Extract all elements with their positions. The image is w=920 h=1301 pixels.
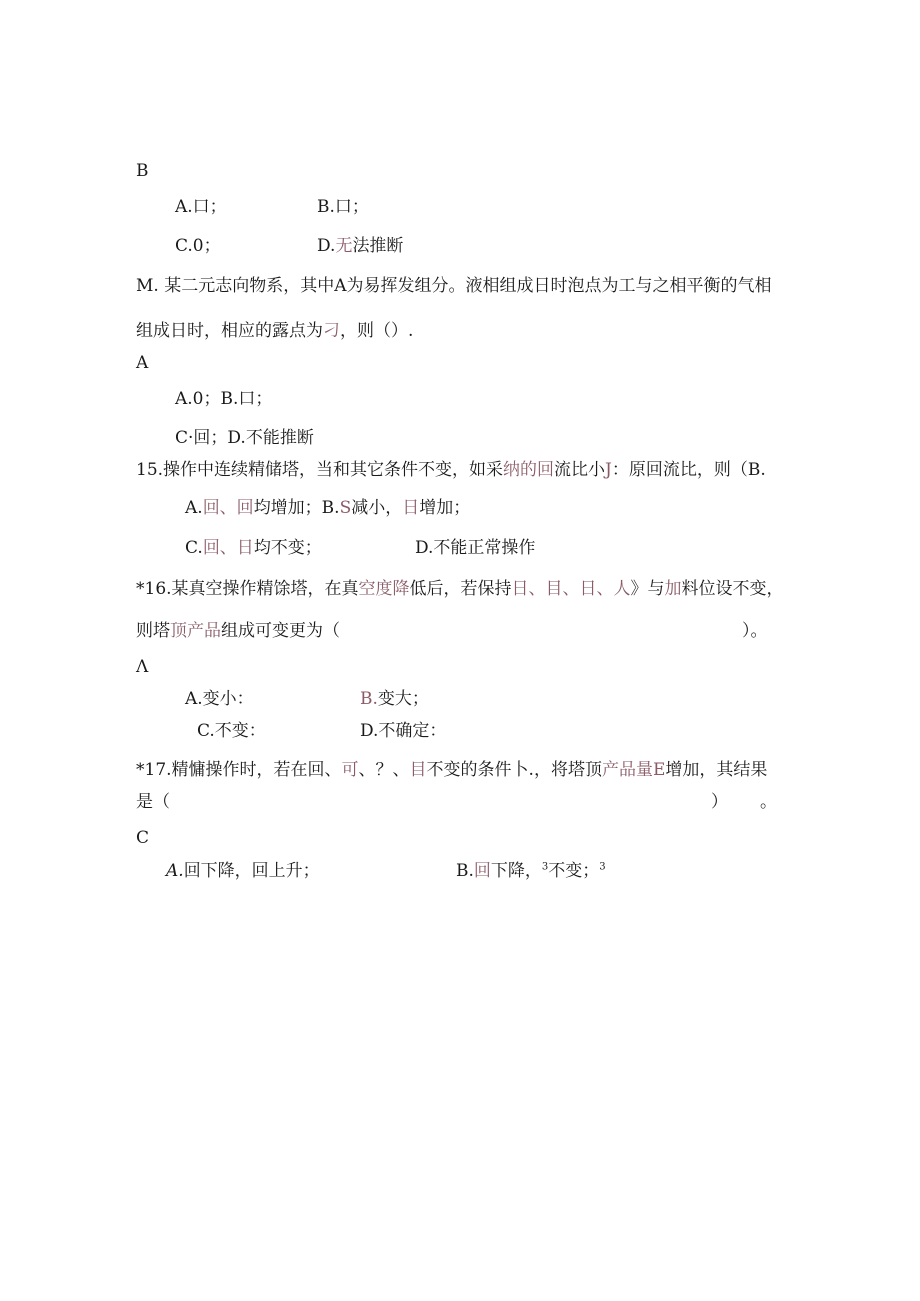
option-13-d-rest: 法推断 [352, 236, 404, 256]
question-17-line-1-b: 、？、 [358, 760, 410, 780]
question-16-line-2-a: 则塔 [136, 621, 170, 641]
option-17-b [456, 860, 606, 882]
question-16-line-1-d: 料位设不变， [681, 579, 784, 599]
option-15-c-end: 均不变； [253, 538, 322, 558]
option-15-a-highlight: 回、回 [202, 498, 254, 518]
question-16-line-1-b: 低后，若保持 [409, 579, 512, 599]
question-15-stem-b: 流比小 [554, 460, 606, 480]
question-17-line-1-d: 增加，其结果 [665, 760, 768, 780]
option-13-d-highlight: 无 [335, 236, 353, 256]
question-17-line-2: 是（ [136, 792, 170, 812]
question-16-line-1 [136, 578, 784, 600]
option-14-cd: C·回；D.不能推断 [175, 428, 314, 448]
question-16-line-2 [136, 620, 340, 642]
option-16-d: D.不确定： [360, 721, 447, 741]
question-15-stem-highlight-2: J [605, 460, 612, 480]
option-16-c: C.不变： [197, 721, 266, 741]
question-17-line-2-end: 。 [760, 792, 777, 812]
answer-17: C [136, 828, 150, 848]
question-16-line-2-highlight: 顶产品 [170, 621, 221, 641]
question-17-line-1-highlight: 可 [341, 760, 359, 780]
question-15-stem [136, 459, 766, 481]
option-17-b-end: 不变； [548, 861, 600, 881]
option-15-c [185, 537, 322, 559]
option-17-a-text: 回下降，回上升； [183, 861, 320, 881]
option-15-c-prefix: C. [185, 538, 203, 558]
question-14-line-2-b: ，则（）. [340, 321, 414, 341]
question-14-line-1: M. 某二元志向物系，其中A为易挥发组分。液相组成日时泡点为工与之相平衡的气相 [136, 276, 772, 296]
question-16-line-2-b: 组成可变更为（ [221, 621, 340, 641]
option-13-d-prefix: D. [317, 236, 336, 256]
option-13-c: C.0； [175, 236, 221, 256]
option-15-b-mid: 减小， [351, 498, 403, 518]
option-15-d: D.不能正常操作 [415, 538, 536, 558]
option-16-b-prefix: B. [360, 689, 378, 709]
answer-13: B [136, 161, 149, 181]
option-17-b-mid: 下降， [490, 861, 542, 881]
option-17-a [166, 860, 320, 882]
question-16-line-1-c: 》与 [630, 579, 665, 599]
option-16-b-text: 变大； [377, 689, 429, 709]
option-15-b-highlight-2: 日 [402, 498, 420, 518]
option-15-a-prefix: A. [185, 498, 203, 518]
option-15-b-highlight: S [339, 498, 352, 518]
question-14-line-2-a: 组成日时，相应的露点为 [136, 321, 323, 341]
option-17-b-prefix: B. [456, 861, 474, 881]
question-17-line-1 [136, 759, 767, 781]
question-16-line-1-a: *16.某真空操作精馀塔，在真 [136, 579, 359, 599]
option-17-b-highlight: 回 [473, 861, 491, 881]
question-14-line-2 [136, 320, 413, 342]
option-16-a: A.变小： [185, 689, 254, 709]
question-15-stem-c: ：原回流比，则（B. [611, 460, 766, 480]
option-13-b: B.口； [317, 197, 369, 217]
question-15-stem-highlight: 纳的回 [503, 460, 555, 480]
option-17-b-sup-2: 3 [599, 861, 606, 873]
question-15-stem-a: 15.操作中连续精储塔，当和其它条件不变，如采 [136, 460, 504, 480]
question-16-line-1-highlight-3: 加 [664, 579, 682, 599]
question-16-line-1-highlight-2: 日、目、日、人 [511, 579, 631, 599]
option-14-ab: A.0；B.口； [175, 389, 273, 409]
answer-14: A [136, 353, 149, 373]
option-15-b-end: 增加； [419, 498, 471, 518]
option-13-a: A.口； [175, 197, 227, 217]
question-17-line-1-highlight-3: 产品量E [601, 760, 666, 780]
option-13-d [317, 235, 403, 257]
answer-16: Λ [136, 657, 149, 677]
question-17-line-2-paren: ） [711, 792, 728, 812]
question-16-line-1-highlight: 空度降 [358, 579, 410, 599]
question-17-line-1-c: 不变的条件卜.，将塔顶 [426, 760, 602, 780]
question-16-line-2-end: ）。 [742, 621, 768, 641]
option-17-b-sup-1: 3 [541, 861, 549, 873]
question-14-line-2-highlight: 刁 [323, 321, 340, 341]
option-15-a-mid: 均增加；B. [253, 498, 340, 518]
option-16-b [360, 688, 429, 710]
option-15-c-highlight: 回、日 [202, 538, 254, 558]
option-17-a-prefix: A. [166, 861, 184, 881]
question-17-line-1-highlight-2: 目 [409, 760, 427, 780]
question-17-line-1-a: *17.精慵操作时，若在回、 [136, 760, 342, 780]
option-15-ab [185, 497, 470, 519]
